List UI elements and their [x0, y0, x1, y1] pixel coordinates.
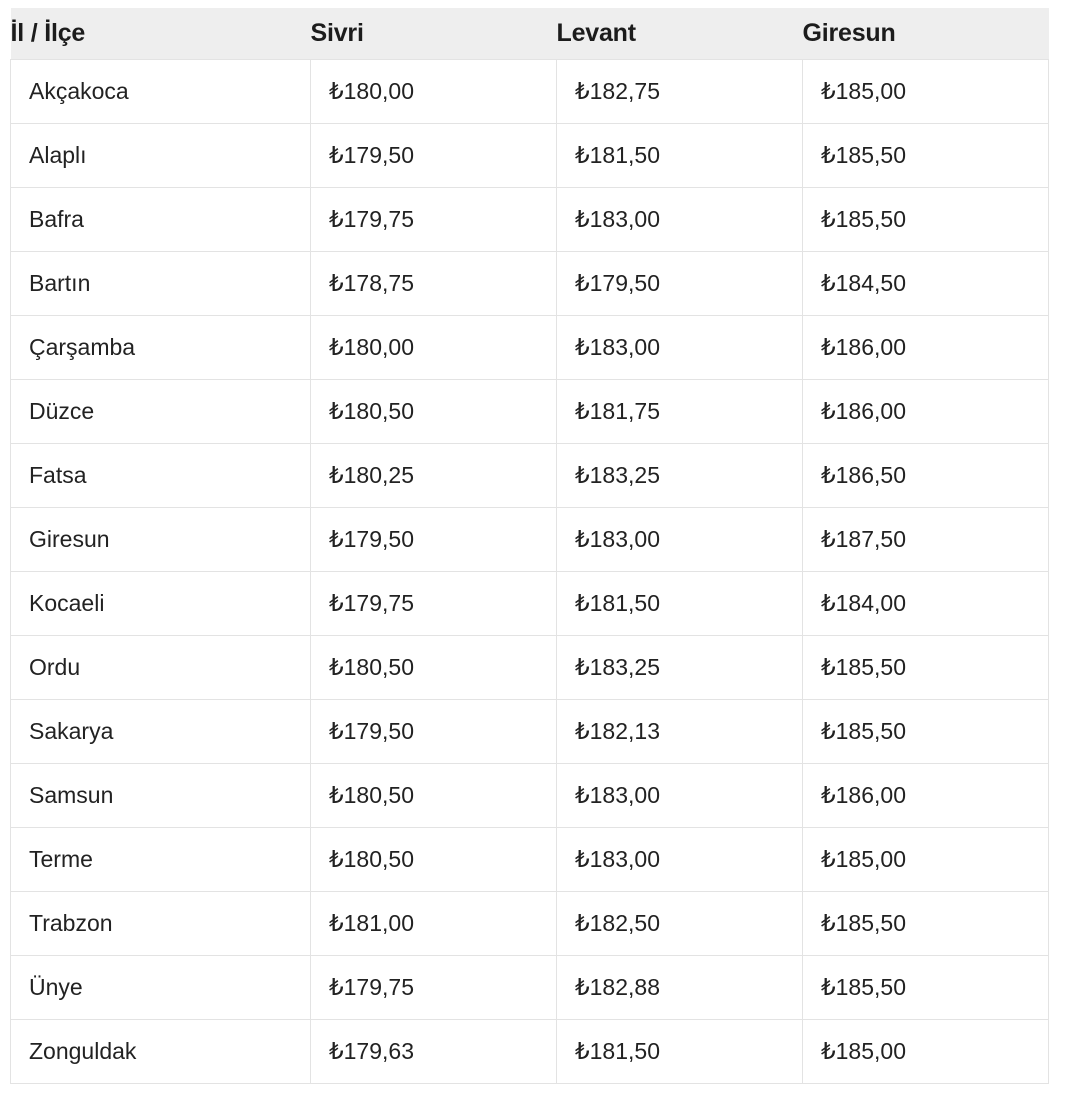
table-row: [11, 443, 1049, 507]
location-cell: Trabzon: [11, 891, 311, 955]
giresun-price-cell: ₺185,00: [803, 1019, 1049, 1083]
table-row: [11, 59, 1049, 123]
levant-price-cell: ₺183,00: [557, 315, 803, 379]
giresun-price-cell: ₺185,50: [803, 955, 1049, 1019]
sivri-price-cell: ₺179,50: [311, 507, 557, 571]
levant-price-cell: ₺183,25: [557, 443, 803, 507]
table-row: [11, 315, 1049, 379]
levant-price-cell: ₺181,50: [557, 1019, 803, 1083]
giresun-price-cell: ₺186,50: [803, 443, 1049, 507]
giresun-price-cell: ₺186,00: [803, 315, 1049, 379]
table-body: [11, 59, 1049, 1083]
table-row: [11, 955, 1049, 1019]
column-header-levant: Levant: [556, 18, 636, 47]
giresun-price-cell: ₺184,00: [803, 571, 1049, 635]
giresun-price-cell: ₺186,00: [803, 763, 1049, 827]
sivri-price-cell: ₺180,50: [311, 379, 557, 443]
sivri-price-cell: ₺181,00: [311, 891, 557, 955]
giresun-price-cell: ₺184,50: [803, 251, 1049, 315]
location-cell: Ordu: [11, 635, 311, 699]
location-cell: Kocaeli: [11, 571, 311, 635]
sivri-price-cell: ₺180,50: [311, 827, 557, 891]
price-table-container: [10, 8, 1048, 1084]
table-row: [11, 699, 1049, 763]
giresun-price-cell: ₺185,50: [803, 187, 1049, 251]
giresun-price-cell: ₺185,00: [803, 59, 1049, 123]
table-row: [11, 827, 1049, 891]
giresun-price-cell: ₺186,00: [803, 379, 1049, 443]
table-row: [11, 635, 1049, 699]
sivri-price-cell: ₺179,75: [311, 571, 557, 635]
table-row: [11, 891, 1049, 955]
giresun-price-cell: ₺185,50: [803, 635, 1049, 699]
column-header-location: İl / İlçe: [10, 18, 86, 47]
location-cell: Giresun: [11, 507, 311, 571]
price-table: [10, 8, 1049, 1084]
table-header: [11, 8, 1049, 59]
levant-price-cell: ₺182,50: [557, 891, 803, 955]
location-cell: Bafra: [11, 187, 311, 251]
sivri-price-cell: ₺178,75: [311, 251, 557, 315]
table-row: [11, 379, 1049, 443]
giresun-price-cell: ₺187,50: [803, 507, 1049, 571]
levant-price-cell: ₺183,00: [557, 187, 803, 251]
location-cell: Zonguldak: [11, 1019, 311, 1083]
levant-price-cell: ₺181,75: [557, 379, 803, 443]
location-cell: Ünye: [11, 955, 311, 1019]
levant-price-cell: ₺183,00: [557, 827, 803, 891]
levant-price-cell: ₺183,00: [557, 763, 803, 827]
giresun-price-cell: ₺185,50: [803, 699, 1049, 763]
levant-price-cell: ₺181,50: [557, 123, 803, 187]
sivri-price-cell: ₺180,00: [311, 315, 557, 379]
table-row: [11, 251, 1049, 315]
giresun-price-cell: ₺185,00: [803, 827, 1049, 891]
table-row: [11, 571, 1049, 635]
column-header-giresun: Giresun: [802, 18, 896, 47]
table-row: [11, 507, 1049, 571]
sivri-price-cell: ₺179,75: [311, 187, 557, 251]
sivri-price-cell: ₺179,63: [311, 1019, 557, 1083]
giresun-price-cell: ₺185,50: [803, 891, 1049, 955]
column-header-sivri: Sivri: [310, 18, 364, 47]
giresun-price-cell: ₺185,50: [803, 123, 1049, 187]
levant-price-cell: ₺183,00: [557, 507, 803, 571]
levant-price-cell: ₺182,88: [557, 955, 803, 1019]
levant-price-cell: ₺179,50: [557, 251, 803, 315]
sivri-price-cell: ₺180,50: [311, 763, 557, 827]
sivri-price-cell: ₺179,75: [311, 955, 557, 1019]
location-cell: Çarşamba: [11, 315, 311, 379]
levant-price-cell: ₺182,13: [557, 699, 803, 763]
sivri-price-cell: ₺180,50: [311, 635, 557, 699]
levant-price-cell: ₺182,75: [557, 59, 803, 123]
table-row: [11, 1019, 1049, 1083]
levant-price-cell: ₺181,50: [557, 571, 803, 635]
location-cell: Samsun: [11, 763, 311, 827]
location-cell: Alaplı: [11, 123, 311, 187]
location-cell: Bartın: [11, 251, 311, 315]
sivri-price-cell: ₺180,00: [311, 59, 557, 123]
table-row: [11, 763, 1049, 827]
location-cell: Sakarya: [11, 699, 311, 763]
location-cell: Düzce: [11, 379, 311, 443]
levant-price-cell: ₺183,25: [557, 635, 803, 699]
location-cell: Fatsa: [11, 443, 311, 507]
sivri-price-cell: ₺179,50: [311, 123, 557, 187]
table-row: [11, 123, 1049, 187]
location-cell: Akçakoca: [11, 59, 311, 123]
location-cell: Terme: [11, 827, 311, 891]
header-row: [11, 8, 1049, 59]
sivri-price-cell: ₺180,25: [311, 443, 557, 507]
sivri-price-cell: ₺179,50: [311, 699, 557, 763]
table-row: [11, 187, 1049, 251]
